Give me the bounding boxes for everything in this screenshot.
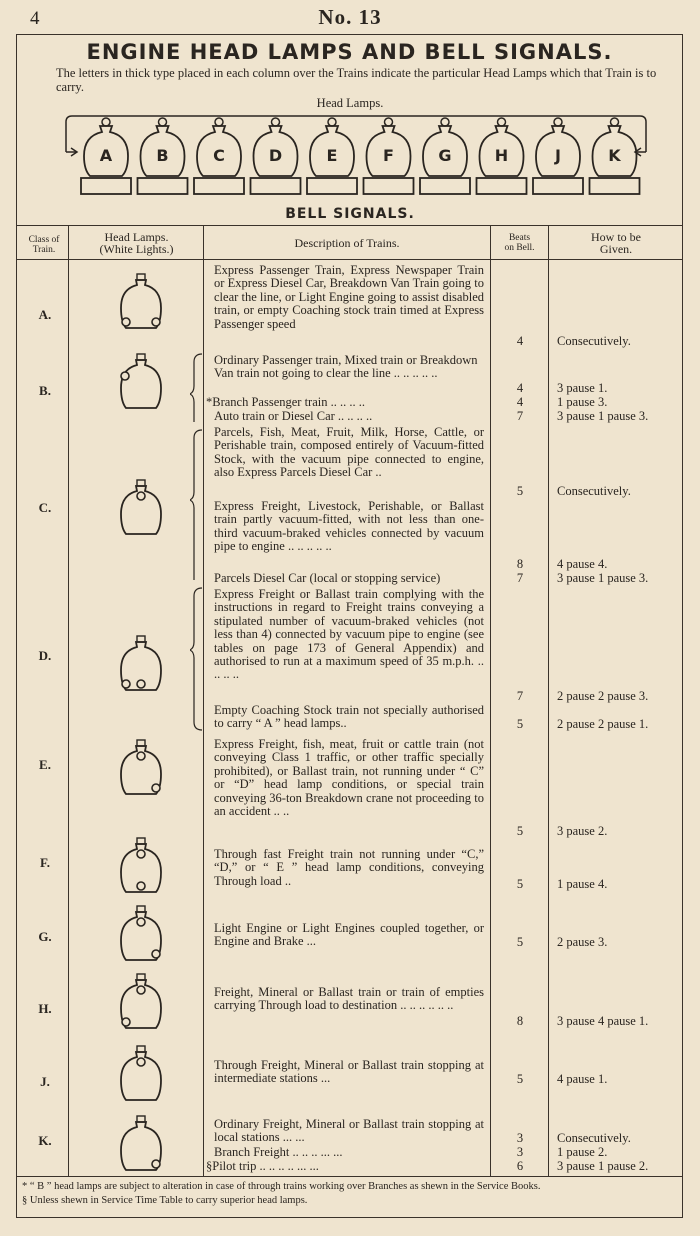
- footnote-pilot-trip: § Unless shewn in Service Time Table to carry superior head lamps.: [22, 1195, 308, 1206]
- head-lamps-label: Head Lamps.: [316, 96, 384, 110]
- how-given: 3 pause 2.: [557, 824, 608, 838]
- train-description: §Pilot trip .. .. .. .. ... ...: [206, 1159, 319, 1173]
- class-label: E.: [39, 757, 51, 772]
- bell-signals-title: BELL SIGNALS.: [285, 206, 415, 222]
- bell-beats: 5: [516, 484, 524, 498]
- lamp-light-circle: [137, 1058, 145, 1066]
- head-lamp-h: [477, 118, 527, 194]
- head-lamp-j: [533, 118, 583, 194]
- how-given: 1 pause 2.: [557, 1145, 608, 1159]
- bell-beats: 3: [516, 1131, 524, 1145]
- head-lamp-diagram: [56, 112, 656, 204]
- bell-beats: 4: [516, 395, 524, 409]
- page-number: 4: [30, 8, 40, 29]
- table-top-rule: [16, 225, 683, 226]
- train-description: Freight, Mineral or Ballast train or train of empties carrying Through load to destination .. .. .. .. .. ..: [214, 985, 484, 1013]
- head-lamp-g: [420, 118, 470, 194]
- how-given: 2 pause 2 pause 3.: [557, 689, 649, 703]
- column-divider: [548, 226, 549, 1176]
- bell-beats: 5: [516, 935, 524, 949]
- group-brace: [190, 352, 204, 732]
- bell-beats: 7: [516, 689, 524, 703]
- train-description: Light Engine or Light Engines coupled together, or Engine and Brake ...: [214, 921, 484, 949]
- bell-beats: 4: [516, 334, 524, 348]
- bell-beats: 8: [516, 1014, 524, 1028]
- beats-header: Beats on Bell.: [504, 233, 535, 253]
- lamp-light-circle: [137, 918, 145, 926]
- class-label: B.: [39, 383, 51, 398]
- head-lamp-a: [81, 118, 131, 194]
- class-lamp-h: [121, 974, 161, 1028]
- train-description: Empty Coaching Stock train not specially authorised to carry “ A ” head lamps..: [214, 703, 484, 731]
- column-divider: [490, 226, 491, 1176]
- head-lamp-c: [194, 118, 244, 194]
- class-label: C.: [38, 500, 52, 515]
- bell-beats: 7: [516, 409, 524, 423]
- train-description: Express Freight, Livestock, Perishable, or Ballast train partly vacuum-fitted, with not less than one-third vacuum-braked vehicles connected by vacuum pipe to engine .. .. .. .. ..: [214, 499, 484, 554]
- train-description: Ordinary Freight, Mineral or Ballast train stopping at local stations ... ...: [214, 1117, 484, 1145]
- class-label: A.: [38, 307, 52, 322]
- how-given: 3 pause 1.: [557, 381, 608, 395]
- how-given: 3 pause 1 pause 3.: [557, 409, 649, 423]
- class-lamp-b: [121, 354, 161, 408]
- class-lamp-f: [121, 838, 161, 892]
- lamp-light-circle: [137, 882, 145, 890]
- how-given: Consecutively.: [557, 1131, 631, 1145]
- head-lamp-letter: J: [555, 146, 561, 165]
- head-lamp-e: [307, 118, 357, 194]
- class-header: Class of Train.: [28, 235, 60, 255]
- head-lamp-letter: F: [383, 146, 394, 165]
- lamp-light-circle: [137, 680, 145, 688]
- head-lamp-letter: E: [326, 146, 338, 165]
- how-given: 2 pause 3.: [557, 935, 608, 949]
- lamp-light-circle: [122, 318, 130, 326]
- column-divider: [68, 226, 69, 1176]
- bell-beats: 8: [516, 557, 524, 571]
- head-lamp-letter: C: [213, 146, 225, 165]
- how-given: 1 pause 4.: [557, 877, 608, 891]
- train-description: Through fast Freight train not running under “C,” “D,” or “ E ” head lamp conditions, conveying Through load ..: [214, 847, 484, 888]
- how-given: 3 pause 1 pause 2.: [557, 1159, 649, 1173]
- bell-beats: 3: [516, 1145, 524, 1159]
- class-label: F.: [40, 855, 50, 870]
- head-lamp-f: [364, 118, 414, 194]
- how-given: Consecutively.: [557, 484, 631, 498]
- train-description: Auto train or Diesel Car .. .. .. ..: [214, 409, 373, 423]
- class-label: J.: [40, 1074, 50, 1089]
- train-description: Ordinary Passenger train, Mixed train or Breakdown Van train not going to clear the line .. .. .. .. ..: [214, 353, 478, 381]
- how-header: How to be Given.: [591, 230, 641, 256]
- class-lamp-c: [121, 480, 161, 534]
- train-description: Parcels Diesel Car (local or stopping service): [214, 571, 441, 585]
- head-lamp-letter: K: [608, 146, 621, 165]
- class-label: H.: [38, 1001, 52, 1016]
- lamp-light-circle: [152, 950, 160, 958]
- description-header: Description of Trains.: [294, 236, 400, 250]
- how-given: 3 pause 1 pause 3.: [557, 571, 649, 585]
- header-bottom-rule: [16, 259, 683, 260]
- footnote-b-lamps: * “ B ” head lamps are subject to alteration in case of through trains working over Branches as shewn in the Service Books.: [22, 1181, 541, 1192]
- how-given: 1 pause 3.: [557, 395, 608, 409]
- head-lamp-k: [590, 118, 640, 194]
- lamp-light-circle: [137, 492, 145, 500]
- lamp-light-circle: [152, 784, 160, 792]
- train-description: Express Freight, fish, meat, fruit or cattle train (not conveying Class 1 traffic, or other traffic specially prohibited), or Ballast train, not running under “ C” or “D” head lamp conditions, or special train conveying 36-ton Breakdown crane not proceeding to an accident .. ..: [214, 737, 484, 819]
- table-bottom-rule: [16, 1176, 683, 1177]
- lamp-light-circle: [137, 850, 145, 858]
- head-lamp-b: [138, 118, 188, 194]
- document-number: No. 13: [318, 5, 382, 29]
- class-lamp-g: [121, 906, 161, 960]
- bell-beats: 5: [516, 824, 524, 838]
- class-lamp-j: [121, 1046, 161, 1100]
- head-lamp-letter: B: [156, 146, 169, 165]
- class-label: D.: [38, 648, 52, 663]
- head-lamp-letter: A: [99, 146, 113, 165]
- head-lamp-letter: H: [494, 146, 509, 165]
- bell-beats: 5: [516, 717, 524, 731]
- how-given: Consecutively.: [557, 334, 631, 348]
- bell-beats: 5: [516, 877, 524, 891]
- head-lamp-d: [251, 118, 301, 194]
- class-lamp-k: [121, 1116, 161, 1170]
- train-description: Through Freight, Mineral or Ballast train stopping at intermediate stations ...: [214, 1058, 484, 1086]
- train-description: Branch Freight .. .. .. ... ...: [214, 1145, 343, 1159]
- bell-beats: 7: [516, 571, 524, 585]
- intro-text: The letters in thick type placed in each column over the Trains indicate the particular Head Lamps which that Train is to carry.: [56, 66, 657, 94]
- lamp-light-circle: [137, 986, 145, 994]
- how-given: 2 pause 2 pause 1.: [557, 717, 649, 731]
- class-label: K.: [38, 1133, 52, 1148]
- lamp-light-circle: [137, 752, 145, 760]
- lamps-header: Head Lamps. (White Lights.): [99, 230, 174, 256]
- lamp-light-circle: [152, 1160, 160, 1168]
- how-given: 4 pause 1.: [557, 1072, 608, 1086]
- bell-beats: 4: [516, 381, 524, 395]
- lamp-light-circle: [121, 372, 129, 380]
- class-lamp-a: [121, 274, 161, 328]
- lamp-light-circle: [152, 318, 160, 326]
- class-lamp-e: [121, 740, 161, 794]
- lamp-light-circle: [122, 1018, 130, 1026]
- train-description: Parcels, Fish, Meat, Fruit, Milk, Horse, Cattle, or Perishable train, composed entirely of Vacuum-fitted Stock, with the vacuum pipe connected to engine, also Express Parcels Diesel Car ..: [214, 425, 484, 480]
- bell-beats: 5: [516, 1072, 524, 1086]
- train-description: Express Passenger Train, Express Newspaper Train or Express Diesel Car, Breakdown Van Train going to clear the line, or Light Engine going to assist disabled train, or empty Coaching stock train timed at Express Passenger speed: [214, 263, 484, 331]
- class-label: G.: [38, 929, 52, 944]
- train-description: *Branch Passenger train .. .. .. ..: [206, 395, 365, 409]
- head-lamp-letter: D: [268, 146, 283, 165]
- class-lamp-d: [121, 636, 161, 690]
- train-description: Express Freight or Ballast train complying with the instructions in regard to Freight trains conveying a stipulated number of vacuum-braked vehicles (not less than 4) connected by vacuum pipe to engine (see tables on page 173 of General Appendix) and authorised to run at a maximum speed of 35 m.p.h. .. .. .. ..: [214, 587, 484, 682]
- how-given: 4 pause 4.: [557, 557, 608, 571]
- page-title: ENGINE HEAD LAMPS AND BELL SIGNALS.: [86, 40, 613, 64]
- lamp-light-circle: [122, 680, 130, 688]
- bell-beats: 6: [516, 1159, 524, 1173]
- class-lamp-column: [110, 262, 172, 1174]
- how-given: 3 pause 4 pause 1.: [557, 1014, 649, 1028]
- head-lamp-letter: G: [438, 146, 452, 165]
